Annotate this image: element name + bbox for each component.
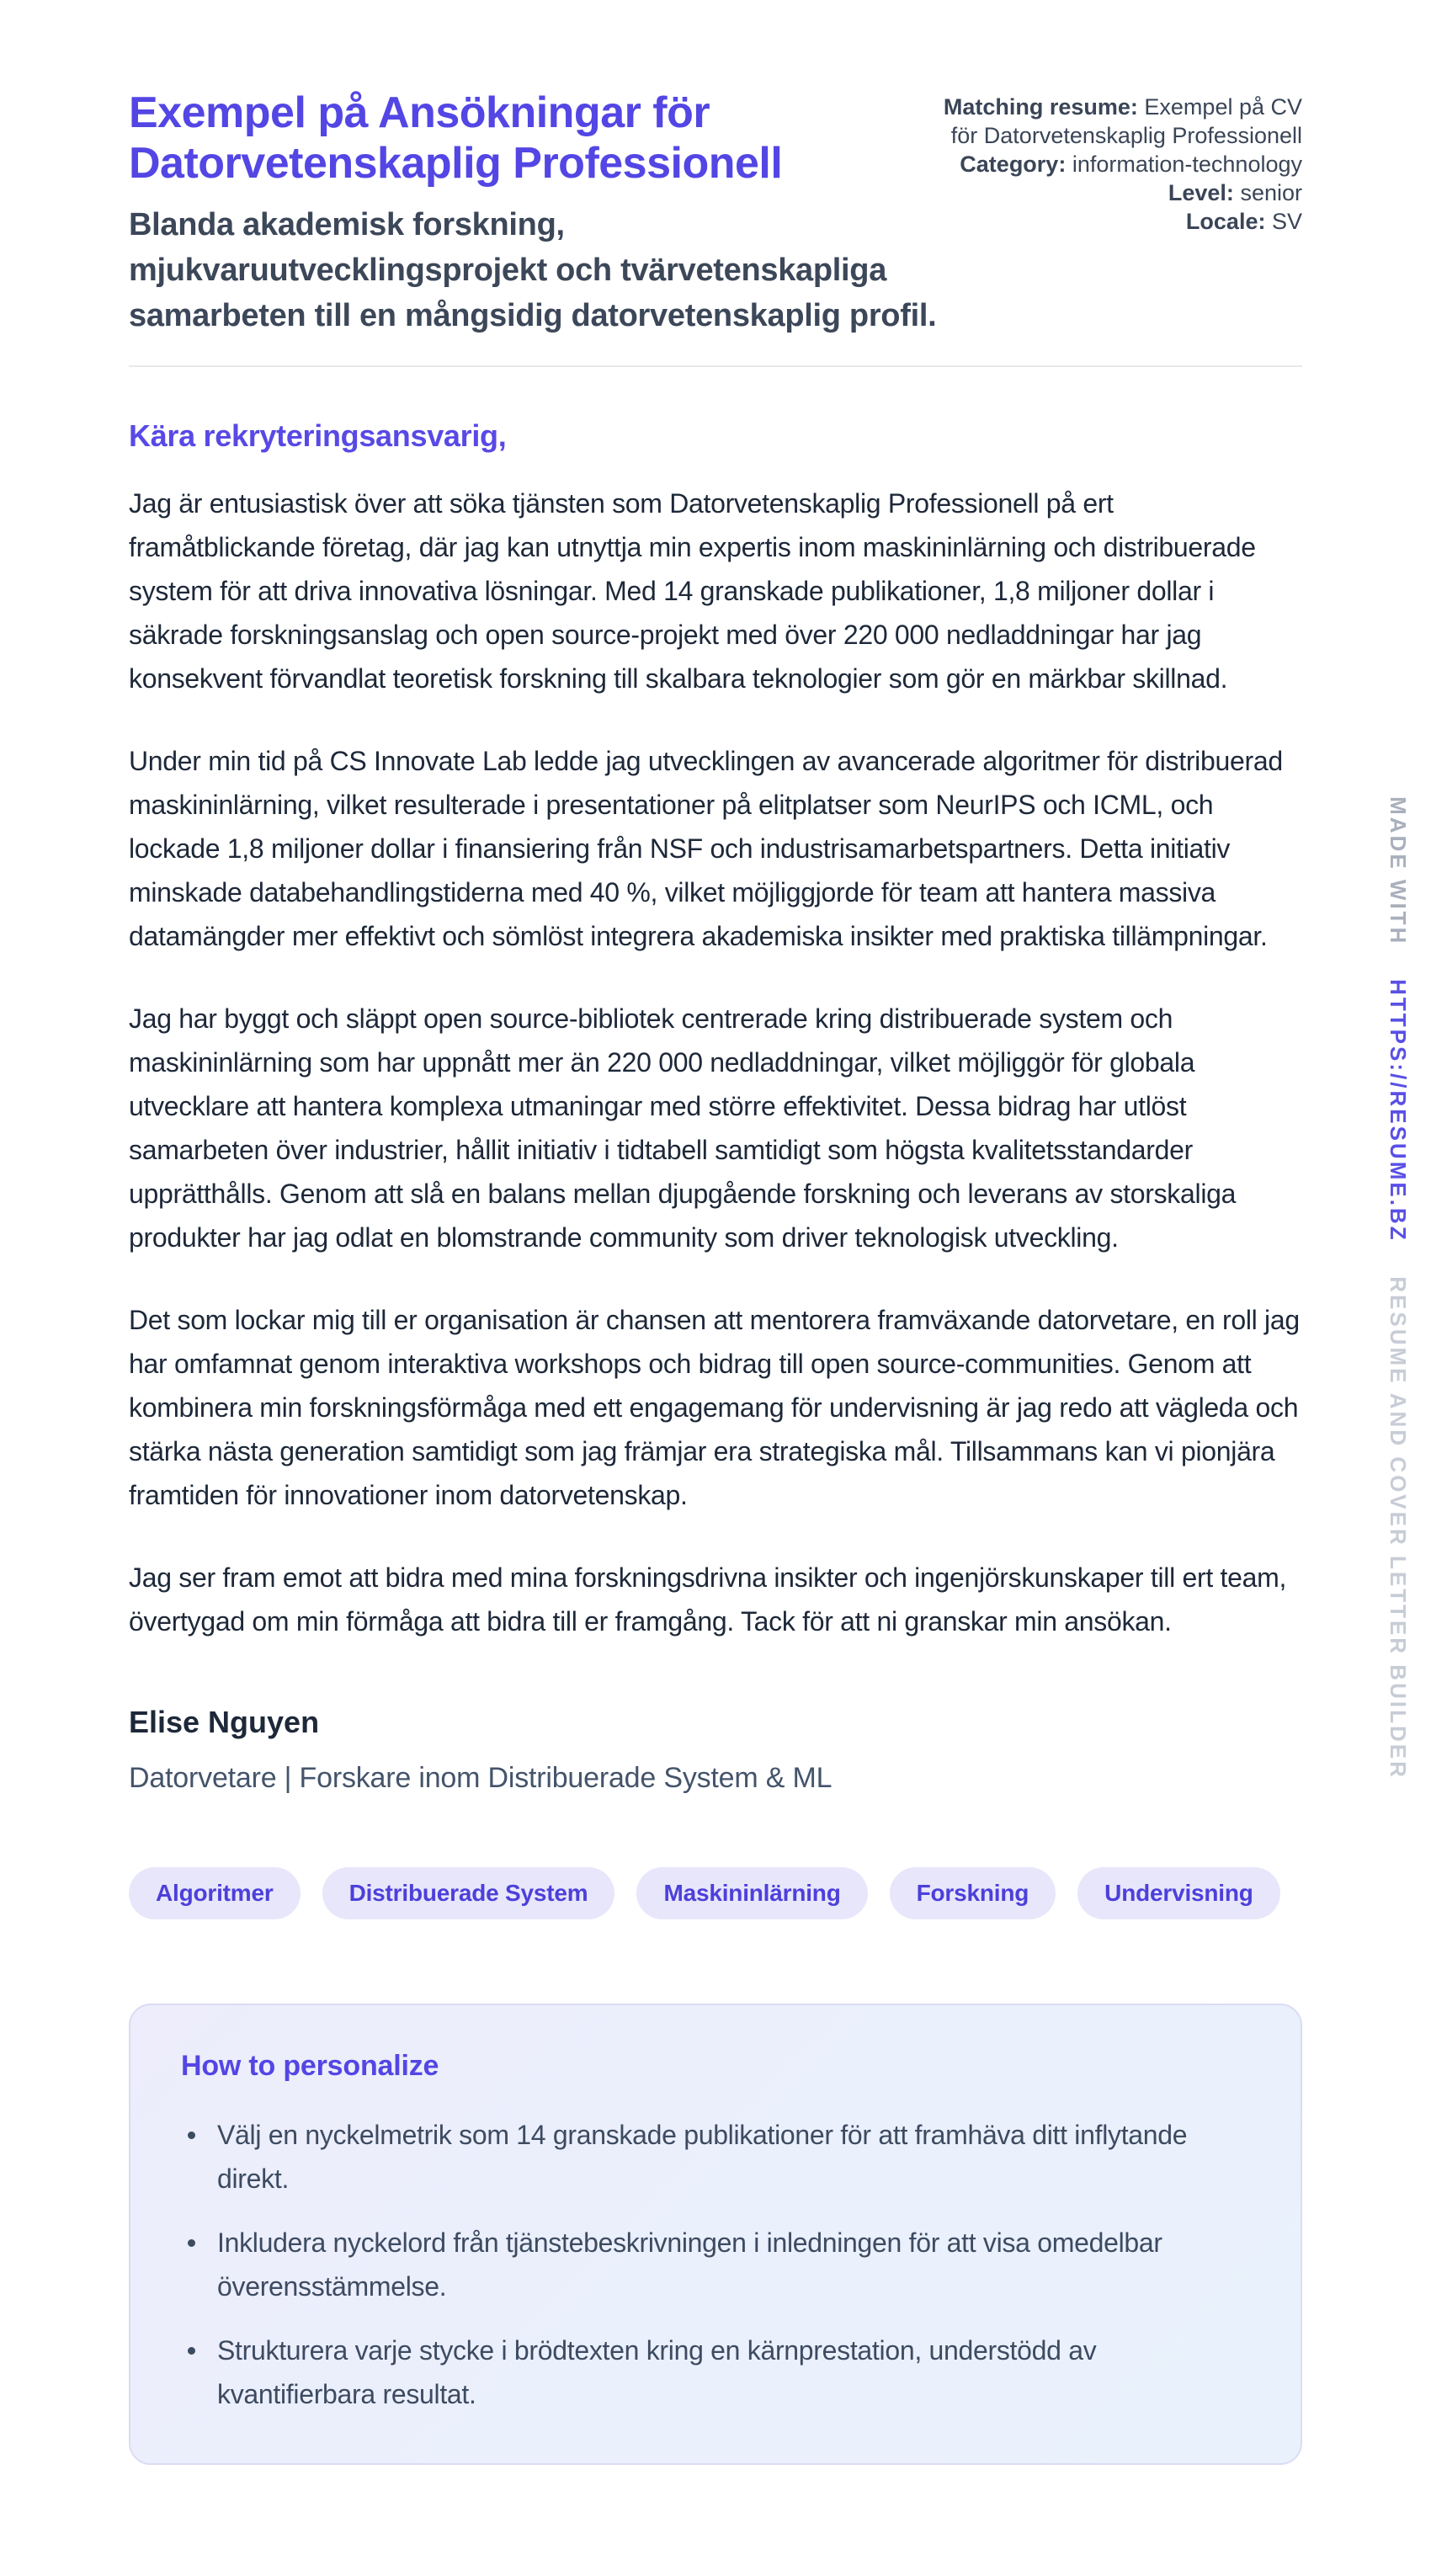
signature-name: Elise Nguyen <box>129 1705 320 1739</box>
signature-role: Datorvetare | Forskare inom Distribuerade System & ML <box>129 1762 833 1794</box>
header-title-block <box>129 88 940 338</box>
tip-item <box>181 2113 1250 2201</box>
meta-row <box>940 93 1302 150</box>
how-to-personalize-box <box>129 2004 1302 2465</box>
letter-paragraph: Jag är entusiastisk över att söka tjänsten som Datorvetenskaplig Professionell på ert framåtblickande företag, där jag kan utnyttja min expertis inom maskininlärning och distribuerade system för att driva innovativa lösningar. Med 14 granskade publikationer, 1,8 miljoner dollar i säkrade forskningsanslag och open source-projekt med över 220 000 nedladdningar har jag konsekvent förvandlat teoretisk forskning till skalbara teknologier som gör en märkbar skillnad. <box>129 488 1256 694</box>
bullet-dot-icon <box>188 2132 195 2139</box>
letter-paragraph: Under min tid på CS Innovate Lab ledde jag utvecklingen av avancerade algoritmer för distribuerad maskininlärning, vilket resulterade i presentationer på elitplatser som NeurIPS och ICML, och lockade 1,8 miljoner dollar i finansiering från NSF och industrisamarbetspartners. Detta initiativ minskade databehandlingstiderna med 40 %, vilket möjliggjorde för team att hantera massiva datamängder mer effektivt och sömlöst integrera akademiska insikter med praktiska tillämpningar. <box>129 746 1283 951</box>
header-divider <box>129 365 1302 367</box>
meta-value: SV <box>1271 209 1302 234</box>
tip-text: Strukturera varje stycke i brödtexten kring en kärnprestation, understödd av kvantifierbara resultat. <box>217 2335 1097 2409</box>
tip-item <box>181 2329 1250 2416</box>
skill-tags <box>129 1867 1302 1919</box>
page-subtitle: Blanda akademisk forskning, mjukvaruutvecklingsprojekt och tvärvetenskapliga samarbeten till en mångsidig datorvetenskaplig profil. <box>129 207 937 333</box>
tip-text: Inkludera nyckelord från tjänstebeskrivningen i inledningen för att visa omedelbar överensstämmelse. <box>217 2227 1162 2302</box>
letter-paragraph: Jag har byggt och släppt open source-bibliotek centrerade kring distribuerade system och maskininlärning som har uppnått mer än 220 000 nedladdningar, vilket möjliggör för globala utvecklare att hantera komplexa utmaningar med större effektivitet. Dessa bidrag har utlöst samarbeten över industrier, hållit initiativ i tidtabell samtidigt som högsta kvalitetsstandarder upprätthålls. Genom att slå en balans mellan djupgående forskning och leverans av storskaliga produkter har jag odlat en blomstrande community som driver teknologisk utveckling. <box>129 1003 1237 1253</box>
tag-pill: Forskning <box>890 1867 1056 1919</box>
meta-label: Matching resume: <box>943 94 1138 120</box>
letter-paragraphs <box>129 482 1302 1643</box>
tag-pill: Distribuerade System <box>322 1867 615 1919</box>
meta-row <box>940 207 1302 236</box>
tag-pill: Maskininlärning <box>636 1867 867 1919</box>
letter-paragraph: Jag ser fram emot att bidra med mina forskningsdrivna insikter och ingenjörskunskaper till ert team, övertygad om min förmåga att bidra till er framgång. Tack för att ni granskar min ansökan. <box>129 1562 1287 1637</box>
tips-heading: How to personalize <box>181 2050 439 2082</box>
tip-item <box>181 2221 1250 2308</box>
content-column <box>129 0 1302 2547</box>
bullet-dot-icon <box>188 2239 195 2247</box>
page-header <box>129 0 1302 338</box>
meta-label: Locale: <box>1185 209 1266 234</box>
meta-row <box>940 178 1302 207</box>
letter-paragraph: Det som lockar mig till er organisation är chansen att mentorera framväxande datorvetare, en roll jag har omfamnat genom interaktiva workshops och bidrag till open source-communities. Genom att kombinera min forskningsförmåga med ett engagemang för undervisning är jag redo att vägleda och stärka nästa generation samtidigt som jag främjar era strategiska mål. Tillsammans kan vi pionjära framtiden för innovationer inom datorvetenskap. <box>129 1305 1300 1510</box>
letter-greeting: Kära rekryteringsansvarig, <box>129 418 507 453</box>
watermark-resume-bz-link[interactable]: HTTPS://RESUME.BZ <box>1386 979 1411 1243</box>
tag-pill: Undervisning <box>1077 1867 1280 1919</box>
watermark-builder-text: RESUME AND COVER LETTER BUILDER <box>1386 1276 1411 1780</box>
resume-meta-block <box>940 88 1302 236</box>
meta-label: Level: <box>1168 180 1234 205</box>
tag-pill: Algoritmer <box>129 1867 301 1919</box>
meta-row <box>940 150 1302 178</box>
meta-label: Category: <box>960 152 1067 177</box>
page-title: Exempel på Ansökningar för Datorvetenskaplig Professionell <box>129 88 783 188</box>
cover-letter-body <box>129 414 1302 1796</box>
watermark-made-with: MADE WITH <box>1386 796 1411 946</box>
meta-value: senior <box>1240 180 1302 205</box>
bullet-dot-icon <box>188 2347 195 2355</box>
site-watermark <box>1385 796 1411 1780</box>
meta-value: information-technology <box>1072 152 1302 177</box>
meta-value: Exempel på CV för Datorvetenskaplig Professionell <box>950 94 1302 148</box>
tips-list <box>181 2113 1250 2416</box>
tip-text: Välj en nyckelmetrik som 14 granskade publikationer för att framhäva ditt inflytande direkt. <box>217 2120 1188 2194</box>
